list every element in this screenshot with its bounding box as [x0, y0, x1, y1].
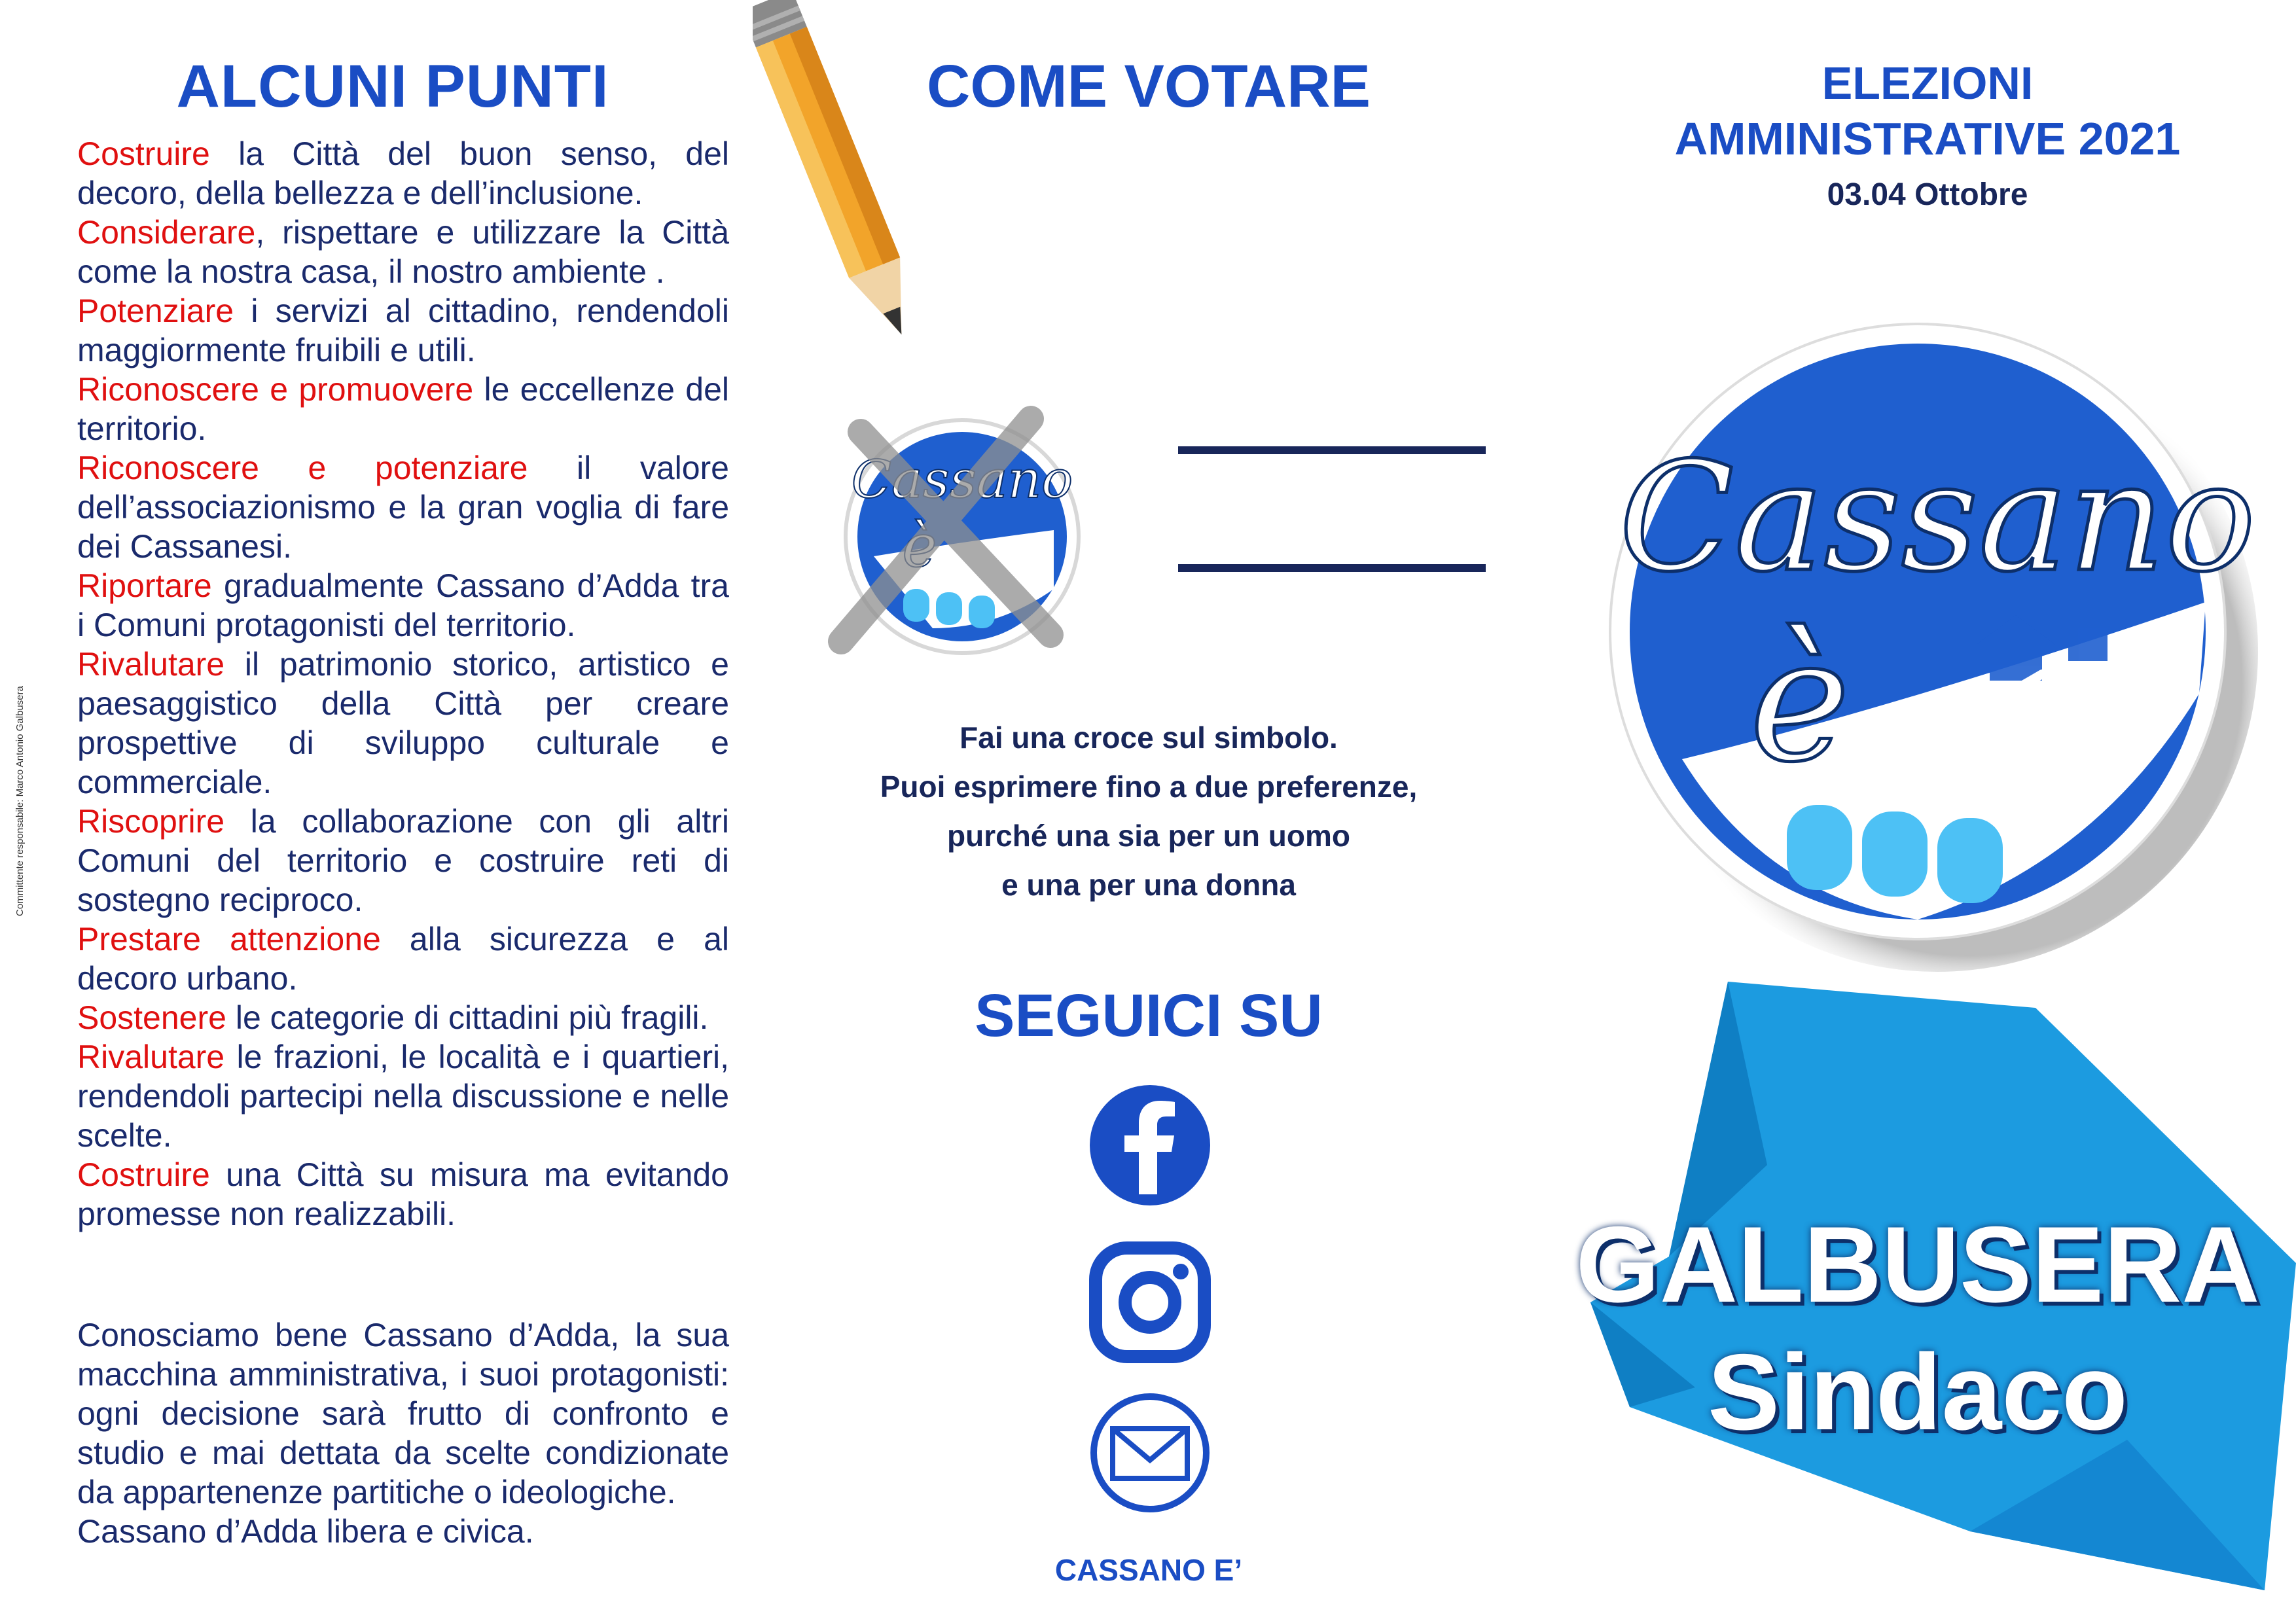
preference-line-1	[1178, 446, 1486, 454]
point-verb: Sostenere	[77, 999, 226, 1036]
election-title	[1584, 56, 2271, 167]
point-item	[77, 919, 729, 998]
committente-note: Committente responsabile: Marco Antonio Galbusera	[14, 686, 26, 916]
point-item	[77, 645, 729, 802]
vote-title: COME VOTARE	[926, 53, 1371, 120]
instruction-line: Puoi esprimere fino a due preferenze,	[880, 770, 1418, 804]
point-item	[77, 1037, 729, 1155]
point-text: i servizi al cittadino, rendendoli maggiormente fruibili e utili.	[77, 293, 729, 368]
point-text: una Città su misura ma evitando promesse non realizzabili.	[77, 1156, 729, 1232]
footer-name: CASSANO E’	[1054, 1553, 1243, 1587]
points-list	[77, 134, 729, 1234]
point-text: la collaborazione con gli altri Comuni del territorio e costruire reti di sostegno reciproco.	[77, 803, 729, 918]
point-item	[77, 291, 729, 370]
point-text: le frazioni, le località e i quartieri, rendendoli partecipi nella discussione e nelle scelte.	[77, 1039, 729, 1154]
party-logo	[1571, 288, 2296, 995]
facebook-icon[interactable]	[1088, 1083, 1212, 1207]
point-item	[77, 1155, 729, 1234]
point-verb: Potenziare	[77, 293, 234, 329]
svg-text:Cassano: Cassano	[851, 449, 1073, 510]
mail-icon[interactable]	[1088, 1391, 1212, 1515]
point-text: la Città del buon senso, del decoro, della bellezza e dell’inclusione.	[77, 135, 729, 211]
ballot-symbol[interactable]	[802, 393, 1103, 668]
point-item	[77, 134, 729, 213]
election-line-2: AMMINISTRATIVE 2021	[1674, 113, 2181, 164]
point-item	[77, 802, 729, 919]
point-text: , rispettare e utilizzare la Città come la nostra casa, il nostro ambiente .	[77, 214, 729, 290]
outro-paragraph: Conosciamo bene Cassano d’Adda, la sua macchina amministrativa, i suoi protagonisti: ogni decisione sarà frutto di confronto e studio e mai dettata da scelte condizionate da appartenenze partitiche o ideologiche.	[77, 1317, 729, 1510]
candidate-name: GALBUSERA	[1575, 1204, 2260, 1325]
point-verb: Riscoprire	[77, 803, 225, 840]
point-item	[77, 566, 729, 645]
logo-letter: è	[1749, 602, 1850, 800]
point-text: il valore dell’associazionismo e la gran voglia di fare dei Cassanesi.	[77, 450, 729, 565]
outro-text	[77, 1315, 729, 1551]
points-title: ALCUNI PUNTI	[176, 53, 609, 120]
point-text: le eccellenze del territorio.	[77, 371, 730, 447]
point-verb: Riportare	[77, 567, 212, 604]
logo-word: Cassano	[1619, 431, 2256, 605]
instruction-line: purché una sia per un uomo	[947, 819, 1350, 853]
preference-line-2	[1178, 564, 1486, 572]
election-line-1: ELEZIONI	[1821, 58, 2034, 109]
outro-closing: Cassano d’Adda libera e civica.	[77, 1513, 534, 1550]
point-verb: Costruire	[77, 135, 210, 172]
point-item	[77, 213, 729, 291]
point-text: il patrimonio storico, artistico e paesaggistico della Città per creare prospettive di sviluppo culturale e commerciale.	[77, 646, 729, 800]
point-verb: Costruire	[77, 1156, 210, 1193]
point-item	[77, 448, 729, 566]
instagram-icon[interactable]	[1088, 1240, 1212, 1364]
point-item	[77, 998, 729, 1037]
instruction-line: e una per una donna	[1001, 868, 1296, 902]
candidate-role: Sindaco	[1708, 1332, 2128, 1452]
follow-title: SEGUICI SU	[975, 982, 1323, 1049]
point-verb: Riconoscere e potenziare	[77, 450, 528, 486]
point-text: le categorie di cittadini più fragili.	[226, 999, 709, 1036]
point-text: alla sicurezza e al decoro urbano.	[77, 921, 729, 997]
point-verb: Considerare	[77, 214, 256, 251]
point-verb: Rivalutare	[77, 646, 225, 683]
svg-text:è: è	[902, 512, 937, 580]
point-verb: Rivalutare	[77, 1039, 225, 1075]
point-verb: Prestare attenzione	[77, 921, 381, 957]
instruction-line: Fai una croce sul simbolo.	[960, 721, 1338, 755]
point-item	[77, 370, 729, 448]
point-verb: Riconoscere e promuovere	[77, 371, 474, 408]
vote-instructions	[812, 713, 1486, 910]
election-date: 03.04 Ottobre	[1827, 177, 2028, 212]
point-text: gradualmente Cassano d’Adda tra i Comuni protagonisti del territorio.	[77, 567, 729, 643]
